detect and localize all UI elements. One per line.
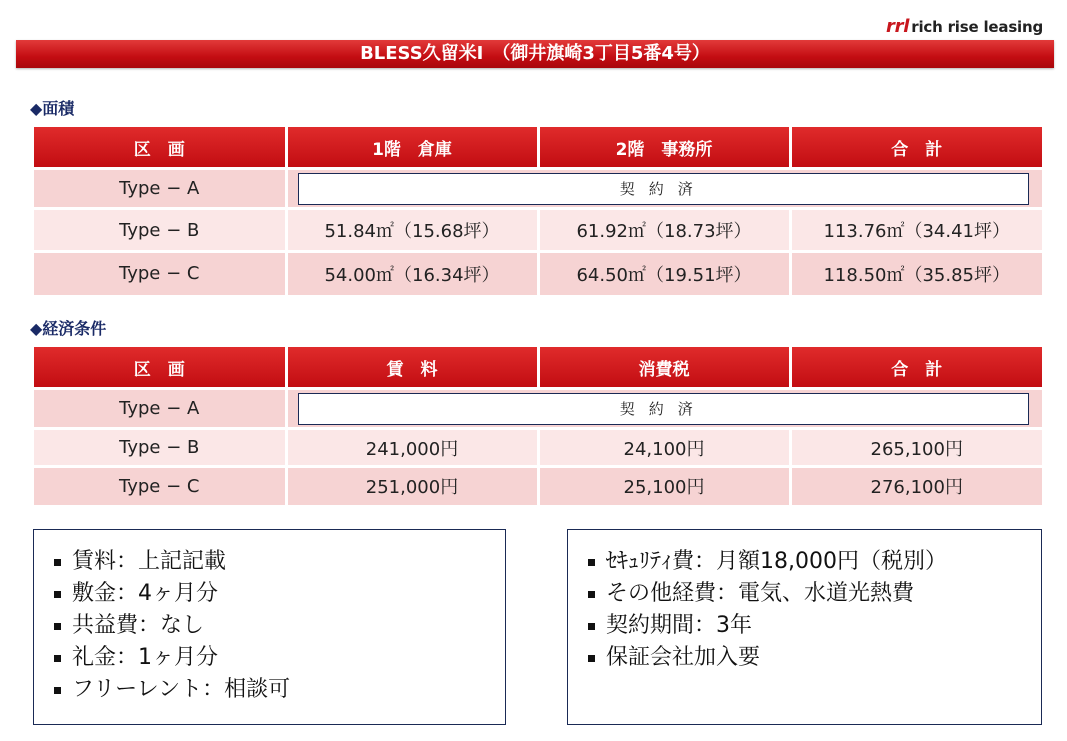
company-logo — [886, 16, 1043, 37]
area-floor2-cell: 61.92㎡（18.73坪） — [538, 209, 790, 252]
property-title: BLESS久留米Ⅰ （御井旗崎3丁目5番4号） — [360, 43, 710, 64]
row-label: Type − B — [34, 209, 286, 252]
contracted-cell — [286, 389, 1042, 429]
note-item — [54, 610, 505, 642]
note-item — [54, 642, 505, 674]
note-text: 賃料：上記記載 — [72, 549, 227, 574]
bullet-icon — [54, 655, 61, 662]
area-total-cell: 113.76㎡（34.41坪） — [790, 209, 1042, 252]
bullet-icon — [588, 655, 595, 662]
area-total-cell: 118.50㎡（35.85坪） — [790, 252, 1042, 295]
rent-cell: 251,000円 — [286, 467, 538, 505]
area-row-type-c — [34, 252, 1042, 295]
note-item — [588, 642, 1041, 674]
note-item — [588, 610, 1041, 642]
note-text: 共益費：なし — [72, 613, 205, 638]
bullet-icon — [54, 623, 61, 630]
economic-header-tax: 消費税 — [538, 347, 790, 389]
economic-row-type-a — [34, 389, 1042, 429]
logo-mark: rrl — [885, 16, 910, 37]
total-cell: 276,100円 — [790, 467, 1042, 505]
area-floor2-cell: 64.50㎡（19.51坪） — [538, 252, 790, 295]
economic-section-title: ◆経済条件 — [30, 319, 107, 338]
area-header-row — [34, 127, 1042, 169]
bullet-icon — [588, 591, 595, 598]
tax-cell: 24,100円 — [538, 429, 790, 467]
contracted-cell — [286, 169, 1042, 209]
area-header-total: 合 計 — [790, 127, 1042, 169]
note-text: 敷金：4ヶ月分 — [72, 581, 218, 606]
contracted-label: 契約済 — [298, 393, 1030, 425]
bullet-icon — [588, 623, 595, 630]
area-floor1-cell: 51.84㎡（15.68坪） — [286, 209, 538, 252]
note-text: その他経費：電気、水道光熱費 — [606, 581, 915, 606]
note-text: 保証会社加入要 — [606, 645, 761, 670]
conditions-notes-right — [567, 529, 1042, 725]
area-header-floor2: 2階 事務所 — [538, 127, 790, 169]
area-header-floor1: 1階 倉庫 — [286, 127, 538, 169]
note-item — [54, 674, 505, 706]
note-item — [588, 578, 1041, 610]
row-label: Type − C — [34, 467, 286, 505]
bullet-icon — [54, 559, 61, 566]
contracted-label: 契約済 — [298, 173, 1030, 205]
note-text: 契約期間：3年 — [606, 613, 752, 638]
area-header-section: 区 画 — [34, 127, 286, 169]
economic-header-section: 区 画 — [34, 347, 286, 389]
bullet-icon — [54, 591, 61, 598]
row-label: Type − B — [34, 429, 286, 467]
row-label: Type − A — [34, 169, 286, 209]
total-cell: 265,100円 — [790, 429, 1042, 467]
rent-cell: 241,000円 — [286, 429, 538, 467]
logo-text: rich rise leasing — [911, 18, 1043, 36]
property-title-bar — [16, 40, 1054, 68]
area-row-type-b — [34, 209, 1042, 252]
area-floor1-cell: 54.00㎡（16.34坪） — [286, 252, 538, 295]
note-item — [54, 578, 505, 610]
note-item — [54, 546, 505, 578]
economic-header-rent: 賃 料 — [286, 347, 538, 389]
economic-header-row — [34, 347, 1042, 389]
conditions-notes-left — [33, 529, 506, 725]
tax-cell: 25,100円 — [538, 467, 790, 505]
economic-row-type-b — [34, 429, 1042, 467]
note-text: 礼金：1ヶ月分 — [72, 645, 218, 670]
economic-table — [34, 347, 1042, 505]
area-table — [34, 127, 1042, 295]
row-label: Type − C — [34, 252, 286, 295]
area-row-type-a — [34, 169, 1042, 209]
area-section-title: ◆面積 — [30, 99, 75, 118]
bullet-icon — [588, 559, 595, 566]
note-text: フリーレント：相談可 — [72, 677, 291, 702]
economic-row-type-c — [34, 467, 1042, 505]
economic-header-total: 合 計 — [790, 347, 1042, 389]
note-text: ｾｷｭﾘﾃｨ費：月額18,000円（税別） — [606, 549, 947, 574]
row-label: Type − A — [34, 389, 286, 429]
note-item — [588, 546, 1041, 578]
bullet-icon — [54, 687, 61, 694]
